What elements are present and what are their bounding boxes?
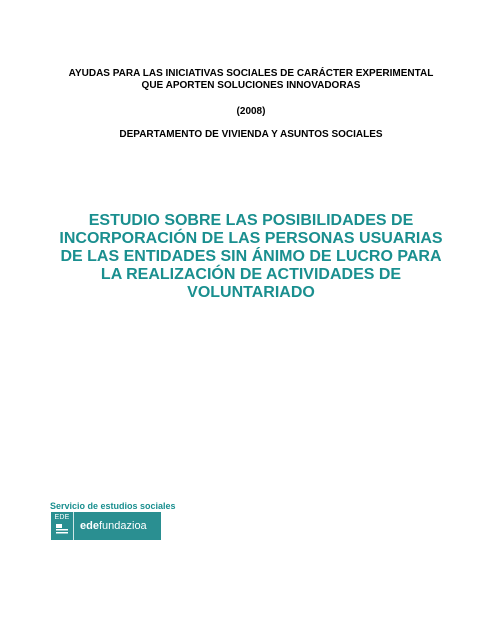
logo-brand-bold: ede xyxy=(80,520,99,532)
logo-brand xyxy=(74,512,161,540)
title-line-3: DE LAS ENTIDADES SIN ÁNIMO DE LUCRO PARA xyxy=(60,248,442,265)
ede-fundazioa-logo xyxy=(51,512,161,540)
logo-caption: Servicio de estudios sociales xyxy=(50,501,176,511)
document-title xyxy=(40,212,462,302)
program-header xyxy=(30,68,472,92)
department-name: DEPARTAMENTO DE VIVIENDA Y ASUNTOS SOCIALES xyxy=(119,129,383,140)
book-icon xyxy=(55,523,69,535)
title-line-2: INCORPORACIÓN DE LAS PERSONAS USUARIAS xyxy=(59,230,443,247)
title-line-4: LA REALIZACIÓN DE ACTIVIDADES DE xyxy=(100,266,402,283)
title-line-1: ESTUDIO SOBRE LAS POSIBILIDADES DE xyxy=(88,212,414,229)
logo-brand-rest: fundazioa xyxy=(98,520,147,532)
program-header-line-2: QUE APORTEN SOLUCIONES INNOVADORAS xyxy=(141,80,361,91)
program-header-line-1: AYUDAS PARA LAS INICIATIVAS SOCIALES DE CARÁCTER EXPERIMENTAL xyxy=(68,68,434,79)
title-line-5: VOLUNTARIADO xyxy=(187,284,315,301)
logo-ede-box xyxy=(51,512,74,540)
program-year: (2008) xyxy=(236,106,266,117)
logo-ede-label: EDE xyxy=(54,514,70,521)
